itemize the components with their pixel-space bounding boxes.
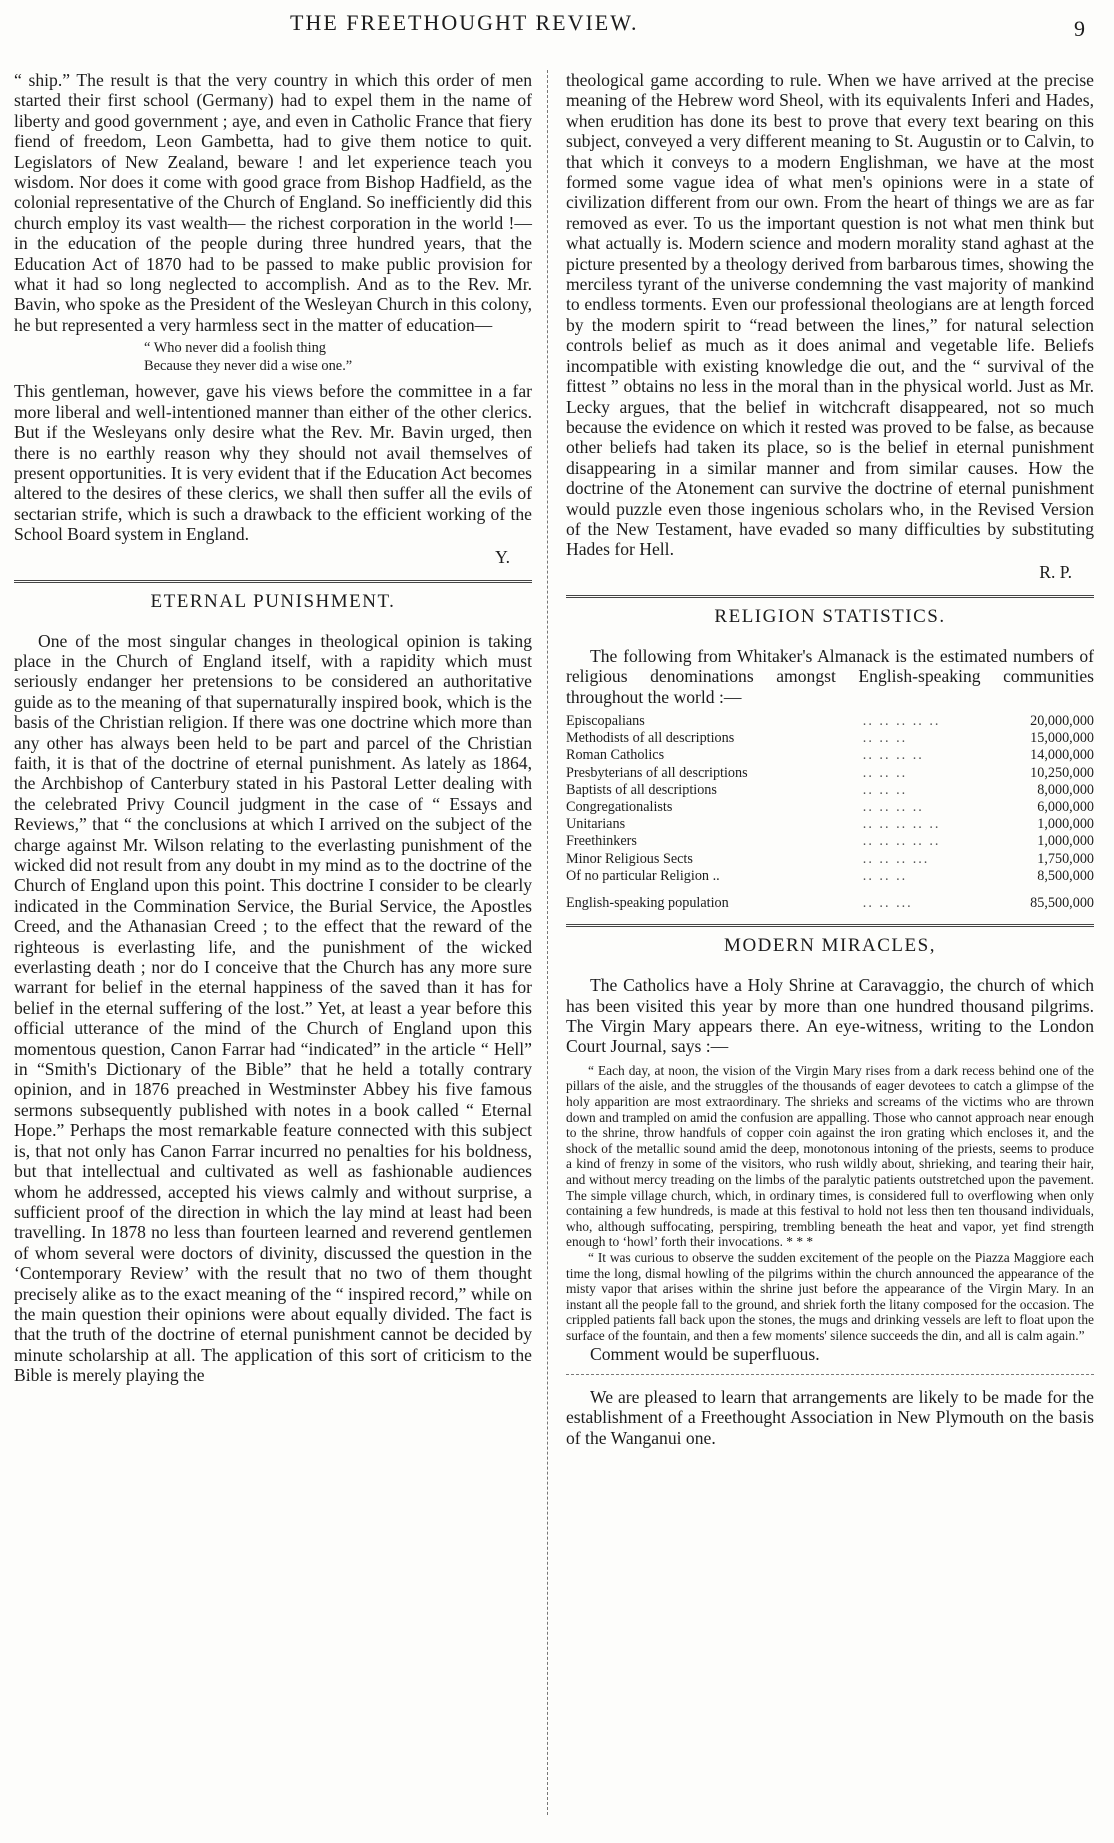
section-divider [14,580,532,583]
leader-dots: .. .. .. [862,867,908,884]
column-divider [547,70,548,1815]
left-column [14,70,532,1386]
leader-dots: .. .. .. .. .. [862,712,941,729]
statistics-row [566,730,1094,747]
statistics-row [566,713,1094,730]
quoted-passage-2: “ It was curious to observe the sudden excitement of the people on the Piazza Maggiore each time the long, dismal howling of the pilgrims within the church announced the appearance of the misty vapor that arises within the shrine just before the appearance of the Virgin Mary. In an instant all the people fall to the ground, and shriek forth the litany composed for the occasion. The crippled patients fall back upon the stones, the mugs and drinking vessels are left to float upon the surface of the fountain, and then a few moments' silence succeeds the din, and all is calm again.” [566,1249,1094,1343]
closing-notice: We are pleased to learn that arrangements are likely to be made for the establishment of a Freethought Association in New Plymouth on the basis of the Wanganui one. [566,1386,1094,1448]
leader-dots: .. .. .. .. .. [862,816,941,833]
denomination-count: 8,000,000 [1037,781,1094,798]
leader-dots: .. .. .. ... [862,850,930,867]
denomination-name: Episcopalians [566,712,645,729]
leader-dots: .. .. .. .. .. [862,833,941,850]
denomination-name: Congregationalists [566,798,673,815]
statistics-row [566,851,1094,868]
denomination-count: 85,500,000 [1030,895,1094,911]
denomination-name: Unitarians [566,816,626,833]
religion-statistics-heading: RELIGION STATISTICS. [714,605,946,627]
leader-dots: .. .. .. [862,781,908,798]
statistics-row [566,799,1094,816]
signature-y: Y. [495,546,510,567]
publication-title: THE FREETHOUGHT REVIEW. [290,10,639,35]
statistics-table [566,713,1094,912]
statistics-total-row [566,885,1094,912]
denomination-count: 8,500,000 [1037,867,1094,884]
signature-rp: R. P. [1039,561,1072,582]
denomination-name: Freethinkers [566,833,637,850]
left-paragraph-2: This gentleman, however, gave his views before the committee in a far more liberal and well-intentioned manner than either of the other clerics. But if the Wesleyans only desire what the Rev. Mr. Bavin urged, then there is no earthly reason why they should not avail themselves of present opportunities. It is very evident that if the Education Act becomes altered to the desires of these clerics, we shall then suffer all the evils of sectarian strife, which is such a drawback to the efficient working of the School Board system in England. [14,381,532,545]
eternal-punishment-heading: ETERNAL PUNISHMENT. [150,590,396,612]
verse-line-2: Because they never did a wise one.” [144,358,353,375]
statistics-row [566,833,1094,850]
right-paragraph-1: theological game according to rule. When we have arrived at the precise meaning of the Hebrew word Sheol, with its equivalents Inferi and Hades, when erudition has done its best to prove that every text bearing on this subject, conveyed a very different meaning to St. Augustin or to Calvin, to that which it conveys to a modern Englishman, we have at the most formed some vague idea of what men's opinions were in a state of civilization different from our own. From the heart of things we are as far removed as ever. To us the important question is not what men think but what actually is. Modern science and modern morality stand aghast at the picture presented by a theology derived from barbarous times, showing the merciless tyrant of the universe condemning the vast majority of mankind to endless torments. Even our professional theologians are at length forced by the modern spirit to “read between the lines,” for natural selection controls belief as much as it does animal and vegetable life. Beliefs incompatible with existing knowledge die out, and the “ survival of the fittest ” obtains no less in the moral than in the physical world. Just as Mr. Lecky argues, that the belief in witchcraft disappeared, not so much because the evidence on which it rested was proved to be false, as because other beliefs had taken its place, so is the belief in eternal punishment disappearing in a similar manner and from similar causes. How the doctrine of the Atonement can survive the doctrine of eternal punishment would puzzle even those ingenious scholars who, in the Revised Version of the New Testament, have evaded so many difficulties by substituting Hades for Hell. [566,70,1094,560]
leader-dots: .. .. .. .. [862,747,924,764]
denomination-count: 1,750,000 [1037,850,1094,867]
comment-line: Comment would be superfluous. [590,1343,820,1364]
denomination-name: Baptists of all descriptions [566,781,717,798]
statistics-row [566,868,1094,885]
denomination-name: Roman Catholics [566,747,665,764]
denomination-count: 6,000,000 [1037,798,1094,815]
statistics-row [566,816,1094,833]
leader-dots: .. .. .. [862,730,908,747]
leader-dots: .. .. ... [862,895,913,911]
denomination-name: Minor Religious Sects [566,850,693,867]
denomination-name: Presbyterians of all descriptions [566,764,748,781]
statistics-row [566,782,1094,799]
leader-dots: .. .. .. [862,764,908,781]
statistics-row [566,747,1094,764]
eternal-punishment-body: One of the most singular changes in theological opinion is taking place in the Church of England itself, with a rapidity which must seriously endanger her pretensions to be considered an authoritative guide as to the meaning of that supernaturally inspired book, which is the basis of the Christian religion. If there was one doctrine which more than any other has always been held to be part and parcel of the Christian faith, it is that of the doctrine of eternal punishment. As lately as 1864, the Archbishop of Canterbury stated in his Pastoral Letter dealing with the celebrated Privy Council judgment in the case of “ Essays and Reviews,” that “ the conclusions at which I arrived on the subject of the charge against Mr. Wilson relating to the everlasting punishment of the wicked did not result from any doubt in my mind as to the doctrine of the Church of England upon this point. This doctrine I consider to be clearly indicated in the Commination Service, the Burial Service, the Apostles Creed, and the Athanasian Creed ; to the effect that the reward of the righteous is everlasting life, and the punishment of the wicked everlasting death ; nor do I conceive that the Church has any more sure warrant for belief in the eternal happiness of the saved than it has for belief in the eternal suffering of the lost.” Yet, at least a year before this official utterance of the mind of the Church of England upon this momentous question, Canon Farrar had “indicated” in the article “ Hell” in “Smith's Dictionary of the Bible” that he held a totally contrary opinion, and in 1876 preached in Westminster Abbey his five famous sermons subsequently published with notes in a book called “ Eternal Hope.” Perhaps the most remarkable feature connected with this subject is, that not only has Canon Farrar incurred no penalties for his boldness, but that intellectual and cultivated as well as fashionable audiences whom he addressed, accepted his views calmly and without surprise, a sufficient proof of the direction in which the lay mind at least had been travelling. In 1878 no less than fourteen learned and reverend gentlemen of whom several were doctors of divinity, discussed the question in the ‘Contemporary Review’ with the result that no two of them thought precisely alike as to the exact meaning of the “ inspired record,” while on the main question their opinions were about equally divided. The fact is that the truth of the doctrine of eternal punishment cannot be decided by minute scholarship at all. The application of this sort of criticism to the Bible is merely playing the [14,630,532,1386]
denomination-count: 14,000,000 [1030,747,1094,764]
modern-miracles-heading: MODERN MIRACLES, [724,935,936,957]
denomination-name: Of no particular Religion .. [566,867,720,884]
denomination-name: English-speaking population [566,895,729,911]
right-column [566,70,1094,1448]
quoted-verse [14,339,532,375]
statistics-row [566,765,1094,782]
denomination-count: 20,000,000 [1030,712,1094,729]
denomination-count: 1,000,000 [1037,833,1094,850]
statistics-intro: The following from Whitaker's Almanack is the estimated numbers of religious denominations amongst English-speaking communities throughout the world :— [566,645,1094,707]
section-divider [566,595,1094,598]
page-number: 9 [1074,16,1085,41]
denomination-count: 1,000,000 [1037,816,1094,833]
left-paragraph-1: “ ship.” The result is that the very country in which this order of men started their first school (Germany) had to expel them in the name of liberty and good government ; aye, and even in Catholic France that fiery fiend of freedom, Leon Gambetta, had to give them notice to quit. Legislators of New Zealand, beware ! and let experience teach you wisdom. Nor does it come with good grace from Bishop Hadfield, as the colonial representative of the Church of England. So inefficiently did this church employ its vast wealth— the richest corporation in the world !—in the education of the people during three hundred years, that the Education Act of 1870 had to be passed to make public provision for what it had so long neglected to accomplish. And as to the Rev. Mr. Bavin, who spoke as the President of the Wesleyan Church in this colony, he but represented a very harmless sect in the matter of education— [14,70,533,335]
denomination-count: 10,250,000 [1030,764,1094,781]
denomination-count: 15,000,000 [1030,730,1094,747]
section-divider [566,924,1094,927]
closing-divider [566,1374,1094,1375]
page-header [0,0,1114,52]
quoted-passage-1: “ Each day, at noon, the vision of the Virgin Mary rises from a dark recess behind one of the pillars of the aisle, and the struggles of the thousands of eager devotees to catch a glimpse of the holy apparition are most extraordinary. The shrieks and screams of the victims who are thrown down and trampled on amid the confusion are appalling. Those who cannot approach near enough to the shrine, throw handfuls of copper coin against the iron grating which encloses it, and the shock of the metallic sound amid the deep, monotonous intoning of the priests, seems to produce a kind of frenzy in some of the visitors, who rush wildly about, shrieking, and tearing their hair, and without mercy treading on the limbs of the paralytic patients outstretched upon the pavement. The simple village church, which, in ordinary times, is considered full to overflowing when only containing a few hundreds, is made at this festival to hold not less then ten thousand individuals, who, although suffocating, perspiring, trembling beneath the heat and vapor, yet find strength enough to ‘howl’ forth their invocations. * * * [566,1062,1094,1250]
miracles-intro: The Catholics have a Holy Shrine at Caravaggio, the church of which has been visited this year by more than one hundred thousand pilgrims. The Virgin Mary appears there. An eye-witness, writing to the London Court Journal, says :— [566,975,1094,1057]
verse-line-1: “ Who never did a foolish thing [144,340,326,357]
denomination-name: Methodists of all descriptions [566,730,735,747]
leader-dots: .. .. .. .. [862,798,924,815]
